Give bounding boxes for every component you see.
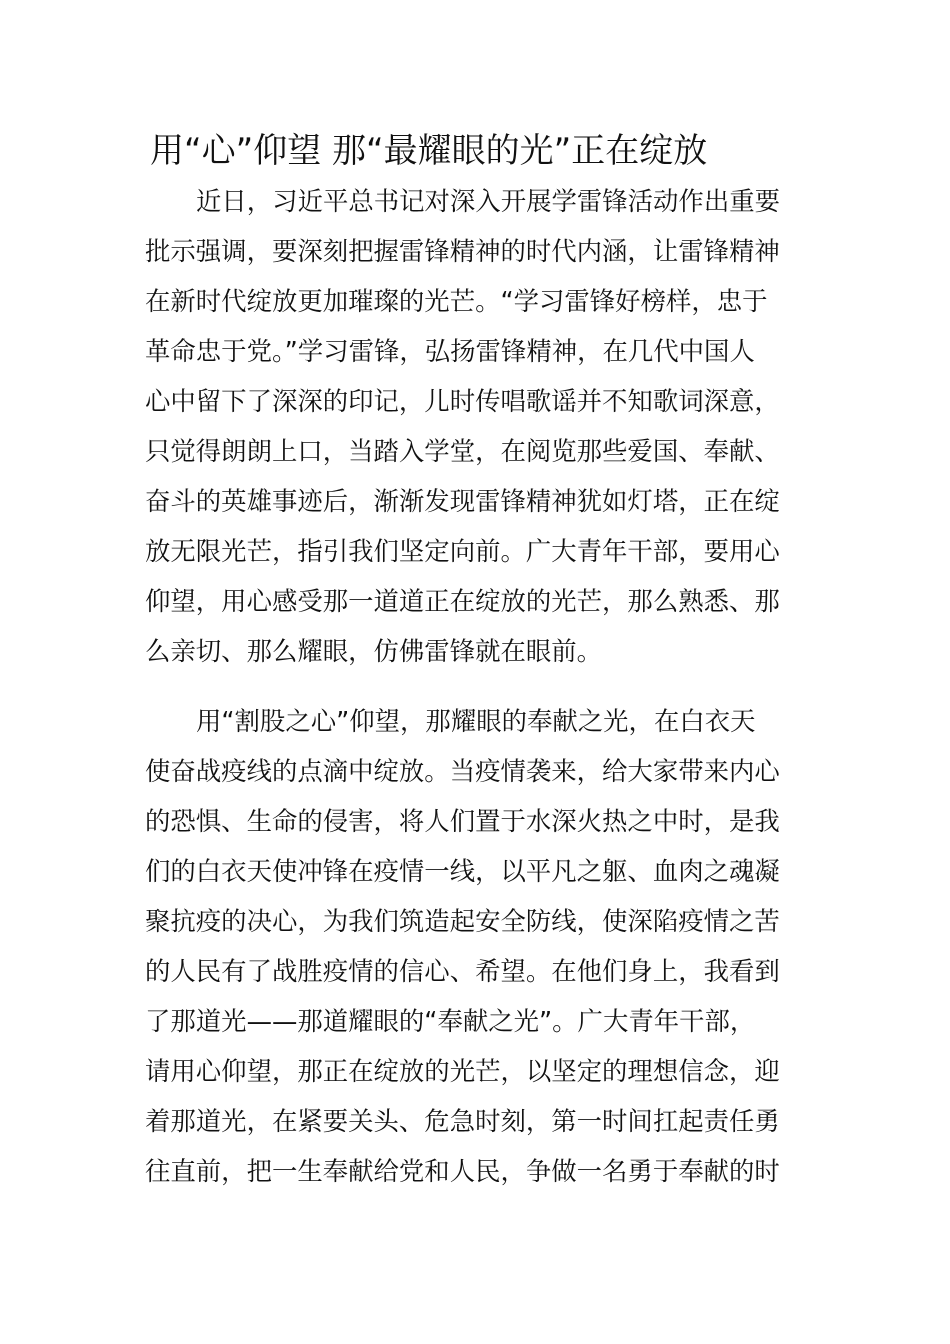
paragraph-line: 用“割股之心”仰望，那耀眼的奉献之光，在白衣天 xyxy=(196,706,756,736)
paragraph-line: 着那道光，在紧要关头、危急时刻，第一时间扛起责任勇 xyxy=(145,1106,780,1136)
paragraph-line: 聚抗疫的决心，为我们筑造起安全防线，使深陷疫情之苦 xyxy=(145,906,780,936)
paragraph-line: 的恐惧、生命的侵害，将人们置于水深火热之中时，是我 xyxy=(145,806,780,836)
paragraph-line: 了那道光——那道耀眼的“奉献之光”。广大青年干部， xyxy=(145,1006,756,1036)
paragraph-line: 仰望，用心感受那一道道正在绽放的光芒，那么熟悉、那 xyxy=(145,586,780,616)
document-title: 用“心”仰望 那“最耀眼的光”正在绽放 xyxy=(150,131,708,171)
paragraph-line: 近日，习近平总书记对深入开展学雷锋活动作出重要 xyxy=(196,186,780,216)
paragraph-line: 在新时代绽放更加璀璨的光芒。“学习雷锋好榜样，忠于 xyxy=(145,286,768,316)
paragraph-line: 的人民有了战胜疫情的信心、希望。在他们身上，我看到 xyxy=(145,956,780,986)
paragraph-line: 革命忠于党。”学习雷锋，弘扬雷锋精神，在几代中国人 xyxy=(145,336,755,366)
paragraph-line: 只觉得朗朗上口，当踏入学堂，在阅览那些爱国、奉献、 xyxy=(145,436,780,466)
paragraph-line: 使奋战疫线的点滴中绽放。当疫情袭来，给大家带来内心 xyxy=(145,756,780,786)
paragraph-line: 批示强调，要深刻把握雷锋精神的时代内涵，让雷锋精神 xyxy=(145,236,780,266)
paragraph-line: 请用心仰望，那正在绽放的光芒，以坚定的理想信念，迎 xyxy=(145,1056,780,1086)
paragraph-line: 么亲切、那么耀眼，仿佛雷锋就在眼前。 xyxy=(145,636,603,666)
paragraph-2 xyxy=(145,696,805,1196)
paragraph-line: 放无限光芒，指引我们坚定向前。广大青年干部，要用心 xyxy=(145,536,780,566)
paragraph-line: 心中留下了深深的印记，儿时传唱歌谣并不知歌词深意， xyxy=(145,386,780,416)
paragraph-line: 往直前，把一生奉献给党和人民，争做一名勇于奉献的时 xyxy=(145,1156,780,1186)
paragraph-line: 们的白衣天使冲锋在疫情一线，以平凡之躯、血肉之魂凝 xyxy=(145,856,780,886)
paragraph-line: 奋斗的英雄事迹后，渐渐发现雷锋精神犹如灯塔，正在绽 xyxy=(145,486,780,516)
paragraph-1 xyxy=(145,176,805,676)
